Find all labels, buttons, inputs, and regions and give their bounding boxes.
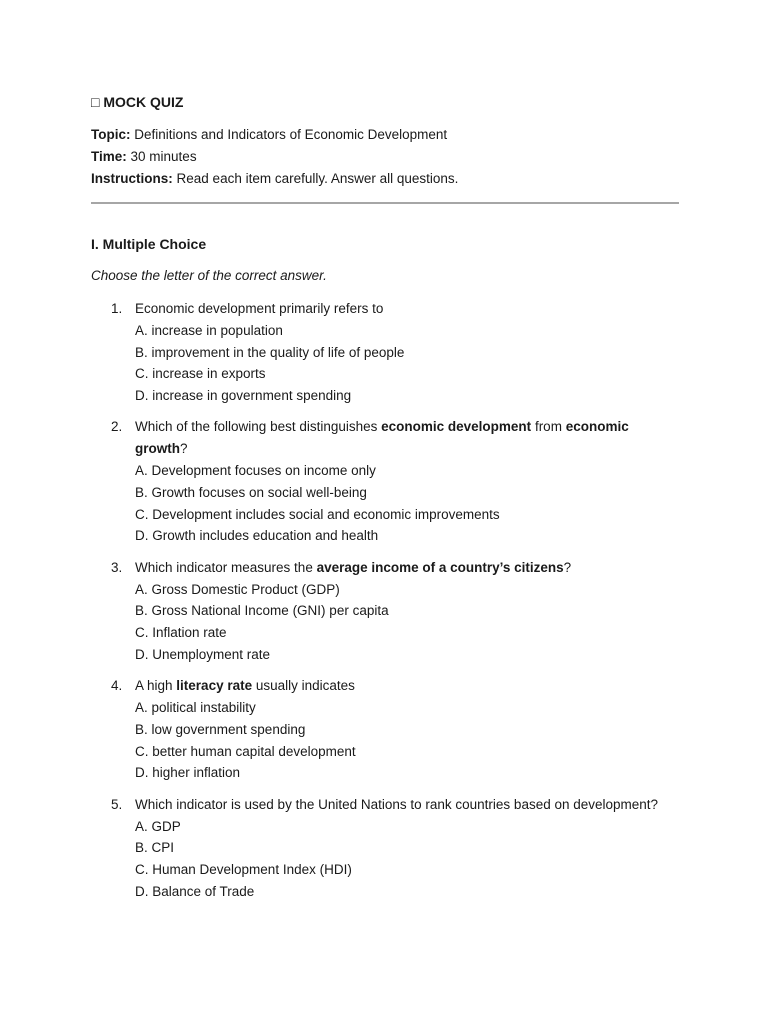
topic-value: Definitions and Indicators of Economic Development (134, 127, 448, 142)
section-instructions: Choose the letter of the correct answer. (91, 268, 327, 283)
time-label: Time: (91, 149, 127, 164)
question-item (91, 794, 679, 903)
question-item (91, 675, 679, 784)
answer-option: B. Growth focuses on social well-being (135, 484, 367, 500)
question-item (91, 416, 679, 547)
question-text-emphasis: average income of a country’s citizens (316, 559, 564, 575)
question-text-segment: Economic development primarily refers to (135, 301, 384, 316)
quiz-content (91, 92, 679, 912)
quiz-title: □ MOCK QUIZ (91, 94, 184, 110)
answer-option: B. low government spending (135, 721, 306, 737)
answer-option: D. Growth includes education and health (135, 528, 379, 544)
section-title: I. Multiple Choice (91, 236, 207, 252)
topic-line (91, 124, 679, 146)
answer-option: A. political instability (135, 700, 256, 716)
question-text-segment: Which of the following best distinguishes (135, 419, 382, 435)
time-line (91, 146, 679, 168)
question-text-emphasis: economic growth (135, 419, 629, 457)
answer-option: D. Balance of Trade (135, 883, 255, 899)
answer-option: A. increase in population (135, 322, 283, 338)
answer-option: A. Development focuses on income only (135, 463, 376, 479)
instructions-label: Instructions: (91, 171, 173, 186)
question-list (91, 298, 679, 903)
question-text-segment: ? (180, 441, 188, 457)
question-number: 5. (111, 796, 123, 812)
answer-option: C. Development includes social and economic improvements (135, 506, 500, 522)
question-item (91, 298, 679, 407)
question-text-emphasis: economic development (381, 419, 532, 435)
answer-option: C. Inflation rate (135, 625, 227, 641)
question-text (135, 675, 679, 697)
answer-option: A. Gross Domestic Product (GDP) (135, 581, 340, 597)
question-text-emphasis: literacy rate (176, 678, 253, 694)
question-number: 1. (111, 301, 123, 316)
question-text-segment: Which indicator is used by the United Nations to rank countries based on development? (135, 796, 659, 812)
question-text (135, 557, 679, 579)
question-number: 3. (111, 559, 123, 575)
answer-option: B. Gross National Income (GNI) per capita (135, 603, 389, 619)
answer-option: C. Human Development Index (HDI) (135, 862, 352, 878)
answer-option: C. increase in exports (135, 366, 266, 382)
answer-option: D. increase in government spending (135, 388, 352, 404)
question-number: 2. (111, 419, 123, 435)
instructions-value: Read each item carefully. Answer all questions. (176, 171, 459, 186)
question-text (135, 794, 679, 816)
answer-option: D. higher inflation (135, 765, 241, 781)
question-text-segment: A high (135, 678, 177, 694)
answer-option: B. CPI (135, 840, 175, 856)
question-text-segment: from (531, 419, 566, 435)
question-text-segment: Which indicator measures the (135, 559, 317, 575)
time-value: 30 minutes (130, 149, 197, 164)
quiz-meta (91, 124, 679, 190)
question-text (135, 416, 679, 460)
instructions-line (91, 168, 679, 190)
answer-option: B. improvement in the quality of life of people (135, 344, 405, 360)
answer-option: C. better human capital development (135, 743, 356, 759)
question-item (91, 557, 679, 666)
topic-label: Topic: (91, 127, 131, 142)
horizontal-divider (91, 202, 679, 204)
question-text-segment: ? (563, 559, 572, 575)
answer-option: A. GDP (135, 818, 181, 834)
question-text-segment: usually indicates (252, 678, 355, 694)
question-number: 4. (111, 678, 123, 694)
question-text (135, 298, 679, 320)
answer-option: D. Unemployment rate (135, 646, 271, 662)
